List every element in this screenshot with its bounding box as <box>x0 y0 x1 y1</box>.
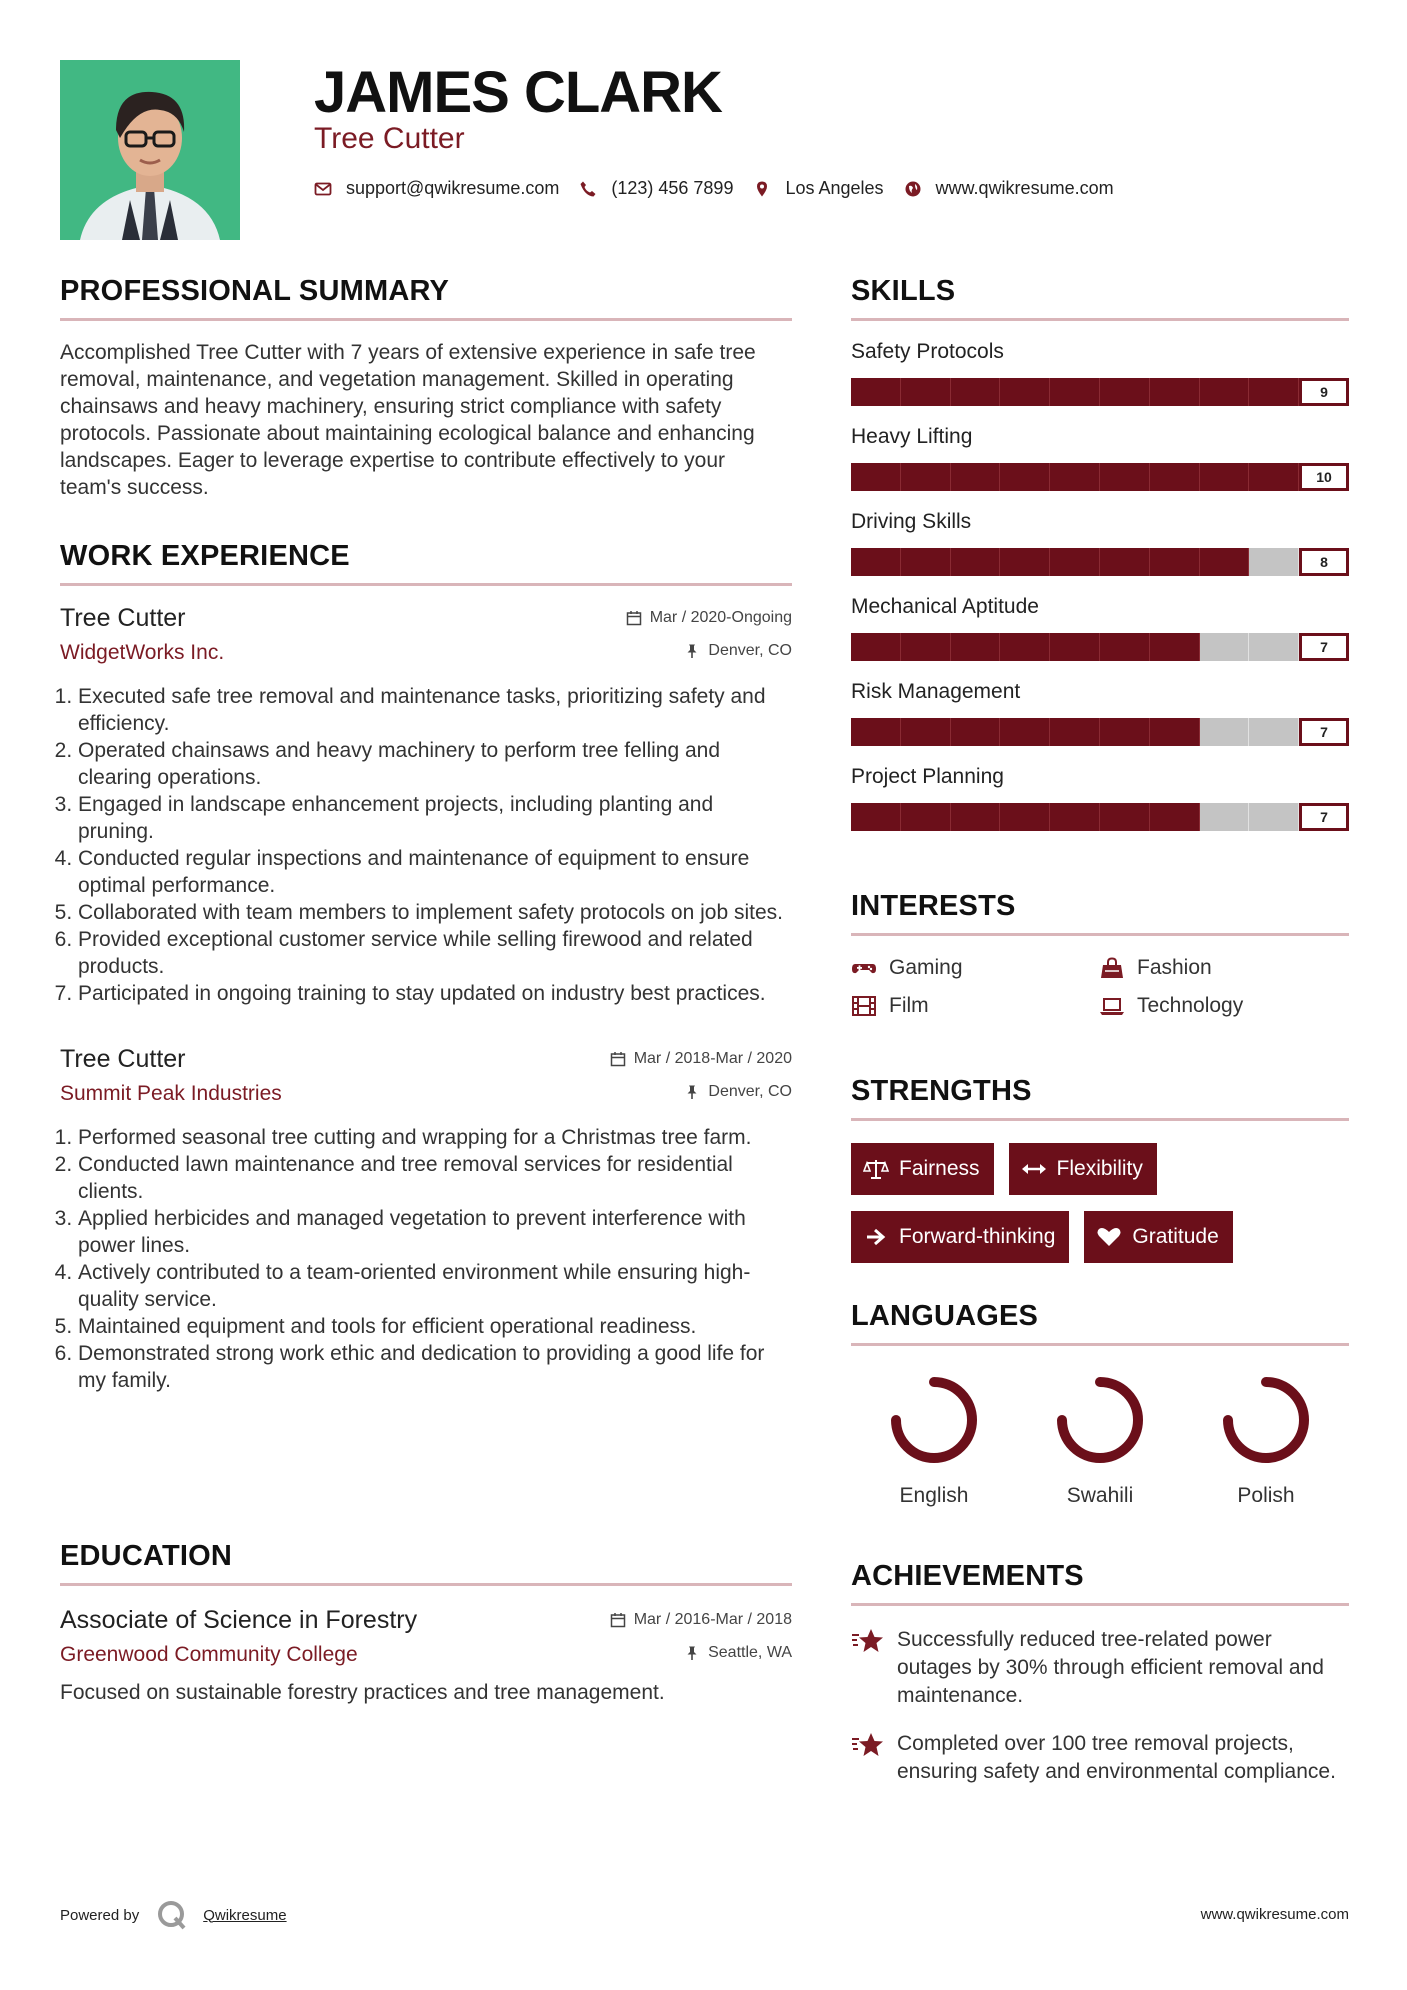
skill-bar-segment <box>1249 548 1299 576</box>
skill-bar-segment <box>901 633 951 661</box>
skill-bar-segment <box>1000 718 1050 746</box>
skill-bar-segment <box>1100 633 1150 661</box>
skill-bar-segment <box>1100 803 1150 831</box>
skill-bar-segment <box>1050 633 1100 661</box>
skill-level-bar <box>851 378 1349 406</box>
balance-scale-icon <box>863 1158 889 1180</box>
film-icon <box>851 995 877 1017</box>
skill-level-badge: 7 <box>1299 718 1349 746</box>
skill-level-badge: 9 <box>1299 378 1349 406</box>
calendar-icon <box>626 610 642 626</box>
school-name: Greenwood Community College <box>60 1643 358 1666</box>
education-heading: EDUCATION <box>60 1540 792 1586</box>
location-text: Los Angeles <box>785 178 884 198</box>
languages-heading: LANGUAGES <box>851 1300 1349 1346</box>
skill-level-badge: 7 <box>1299 633 1349 661</box>
skill-bar-segment <box>1249 718 1299 746</box>
interest-item <box>851 994 1099 1018</box>
skill-bar-segment <box>1200 378 1250 406</box>
phone-text: (123) 456 7899 <box>611 178 734 198</box>
language-level-ring <box>884 1370 984 1470</box>
skill-bar-segment <box>1249 378 1299 406</box>
skill-bar-segment <box>1200 548 1250 576</box>
education-location-text: Seattle, WA <box>708 1644 792 1661</box>
job-location <box>684 642 792 660</box>
achievement-text: Successfully reduced tree-related power outages by 30% through efficient removal and maintenance. <box>897 1628 1324 1707</box>
map-pin-icon <box>753 180 771 198</box>
skill-bar-segment <box>1249 803 1299 831</box>
list-item: 5. Collaborated with team members to implement safety protocols on job sites. <box>78 899 792 926</box>
skill-bar-segment <box>1100 378 1150 406</box>
language-level-ring <box>1050 1370 1150 1470</box>
interest-item <box>851 956 1099 980</box>
language-name: Swahili <box>1066 1484 1134 1507</box>
language-name: English <box>899 1484 969 1507</box>
list-item: 5. Maintained equipment and tools for efficient operational readiness. <box>78 1313 792 1340</box>
interests-list <box>851 956 1349 1018</box>
interest-label: Film <box>889 994 929 1017</box>
skill-name: Safety Protocols <box>851 340 1004 363</box>
job-dates <box>610 1050 792 1068</box>
job-company: WidgetWorks Inc. <box>60 641 225 664</box>
skill-bar-segment <box>1150 548 1200 576</box>
skill-bar-segment <box>901 463 951 491</box>
strengths-section <box>851 1075 1349 1279</box>
skill-bar-segment <box>1000 633 1050 661</box>
candidate-role: Tree Cutter <box>314 122 465 155</box>
job-location-text: Denver, CO <box>708 642 792 659</box>
list-item: 4. Actively contributed to a team-oriented environment while ensuring high-quality service. <box>78 1259 792 1313</box>
list-item: 6. Demonstrated strong work ethic and dedication to providing a good life for my family. <box>78 1340 792 1394</box>
skill-bar-segment <box>851 633 901 661</box>
contact-location <box>753 178 883 199</box>
skill-bar-segment <box>851 463 901 491</box>
skill-bar-segment <box>951 718 1001 746</box>
skill-bar-segment <box>951 803 1001 831</box>
interest-label: Fashion <box>1137 956 1212 979</box>
skill-bar-segment <box>1000 803 1050 831</box>
qwikresume-logo-icon <box>155 1898 189 1932</box>
skill-bar-segment <box>901 378 951 406</box>
skill-level-badge: 8 <box>1299 548 1349 576</box>
list-item: 1. Executed safe tree removal and maintenance tasks, prioritizing safety and efficiency. <box>78 683 792 737</box>
skill-bar-segment <box>1200 463 1250 491</box>
strength-label: Fairness <box>899 1157 980 1180</box>
language-item <box>851 1370 1017 1508</box>
summary-section <box>60 275 792 501</box>
footer-powered-by <box>60 1898 287 1932</box>
list-item: 2. Conducted lawn maintenance and tree removal services for residential clients. <box>78 1151 792 1205</box>
job-bullets <box>60 1124 792 1394</box>
arrow-right-icon <box>863 1226 889 1248</box>
skill-name: Risk Management <box>851 680 1021 703</box>
education-location <box>684 1644 792 1662</box>
skill-bar-segment <box>1150 633 1200 661</box>
job-location <box>684 1083 792 1101</box>
languages-section <box>851 1300 1349 1508</box>
language-item <box>1017 1370 1183 1508</box>
laptop-icon <box>1099 995 1125 1017</box>
candidate-name: JAMES CLARK <box>314 60 722 125</box>
skill-bar-segment <box>1100 463 1150 491</box>
calendar-icon <box>610 1051 626 1067</box>
qwikresume-link[interactable]: Qwikresume <box>203 1906 287 1924</box>
strength-label: Forward-thinking <box>899 1225 1056 1248</box>
list-item: 1. Performed seasonal tree cutting and wrapping for a Christmas tree farm. <box>78 1124 792 1151</box>
pushpin-icon <box>684 1084 700 1100</box>
skill-item <box>851 340 1349 406</box>
star-award-icon <box>851 1730 885 1760</box>
skill-bar-segment <box>901 548 951 576</box>
list-item: 2. Operated chainsaws and heavy machinery to perform tree felling and clearing operations. <box>78 737 792 791</box>
skill-level-bar <box>851 548 1349 576</box>
website-text: www.qwikresume.com <box>935 178 1114 198</box>
strength-label: Gratitude <box>1132 1225 1219 1248</box>
star-award-icon <box>851 1626 885 1656</box>
heart-icon <box>1096 1226 1122 1248</box>
globe-icon <box>904 180 922 198</box>
skill-item <box>851 680 1349 746</box>
skill-bar-segment <box>1050 718 1100 746</box>
job-dates-text: Mar / 2020-Ongoing <box>649 609 792 626</box>
envelope-icon <box>314 180 332 198</box>
language-level-arc <box>1062 1382 1138 1458</box>
gamepad-icon <box>851 957 877 979</box>
skill-bar-segment <box>901 803 951 831</box>
skill-bar-segment <box>1150 803 1200 831</box>
job-location-text: Denver, CO <box>708 1083 792 1100</box>
list-item: 3. Applied herbicides and managed vegetation to prevent interference with power lines. <box>78 1205 792 1259</box>
shopping-bag-icon <box>1099 957 1125 979</box>
skill-level-bar <box>851 803 1349 831</box>
education-dates <box>610 1611 792 1629</box>
skill-item <box>851 595 1349 661</box>
job-dates-text: Mar / 2018-Mar / 2020 <box>633 1050 792 1067</box>
skill-bar-segment <box>851 378 901 406</box>
skills-section <box>851 275 1349 831</box>
phone-icon <box>579 180 597 198</box>
contact-website[interactable] <box>904 178 1114 199</box>
education-dates-text: Mar / 2016-Mar / 2018 <box>633 1611 792 1628</box>
skill-level-badge: 7 <box>1299 803 1349 831</box>
list-item: 3. Engaged in landscape enhancement projects, including planting and pruning. <box>78 791 792 845</box>
skills-list <box>851 340 1349 831</box>
strength-label: Flexibility <box>1056 1157 1143 1180</box>
strength-chip <box>851 1211 1069 1263</box>
skill-name: Heavy Lifting <box>851 425 973 448</box>
skill-bar-segment <box>1050 803 1100 831</box>
skill-level-badge: 10 <box>1299 463 1349 491</box>
strength-chip <box>851 1143 994 1195</box>
skill-bar-segment <box>1200 803 1250 831</box>
job-dates <box>626 609 792 627</box>
summary-text: Accomplished Tree Cutter with 7 years of extensive experience in safe tree removal, maintenance, and vegetation management. Skilled in operating chainsaws and heavy machinery, ensuring strict compliance with safety protocols. Passionate about maintaining ecological balance and enhancing landscapes. Eager to leverage expertise to contribute effectively to your team's success. <box>60 341 756 499</box>
skill-bar-segment <box>901 718 951 746</box>
language-name: Polish <box>1237 1484 1295 1507</box>
education-description: Focused on sustainable forestry practices and tree management. <box>60 1681 665 1704</box>
skill-bar-segment <box>1200 718 1250 746</box>
skill-name: Mechanical Aptitude <box>851 595 1039 618</box>
skill-level-bar <box>851 633 1349 661</box>
achievements-heading: ACHIEVEMENTS <box>851 1560 1349 1606</box>
interest-label: Gaming <box>889 956 963 979</box>
skill-bar-segment <box>951 463 1001 491</box>
job-title: Tree Cutter <box>60 604 186 632</box>
strength-chip <box>1084 1211 1232 1263</box>
strengths-heading: STRENGTHS <box>851 1075 1349 1121</box>
skill-item <box>851 765 1349 831</box>
skill-bar-segment <box>1150 378 1200 406</box>
skill-name: Driving Skills <box>851 510 972 533</box>
job-entry <box>60 1045 792 1394</box>
achievement-item <box>851 1730 1349 1786</box>
skill-bar-segment <box>851 803 901 831</box>
list-item: 6. Provided exceptional customer service while selling firewood and related products. <box>78 926 792 980</box>
pushpin-icon <box>684 1645 700 1661</box>
skill-bar-segment <box>1050 463 1100 491</box>
interests-section <box>851 890 1349 1018</box>
language-level-arc <box>896 1382 972 1458</box>
list-item: 4. Conducted regular inspections and maintenance of equipment to ensure optimal performance. <box>78 845 792 899</box>
skill-bar-segment <box>1050 548 1100 576</box>
skill-item <box>851 425 1349 491</box>
achievements-section <box>851 1560 1349 1786</box>
contact-email[interactable] <box>314 178 559 199</box>
skill-bar-segment <box>1000 548 1050 576</box>
email-text: support@qwikresume.com <box>346 178 560 198</box>
skill-level-bar <box>851 718 1349 746</box>
skill-bar-segment <box>851 718 901 746</box>
interest-item <box>1099 994 1347 1018</box>
footer-website[interactable]: www.qwikresume.com <box>1200 1906 1349 1923</box>
job-company: Summit Peak Industries <box>60 1082 282 1105</box>
achievement-text: Completed over 100 tree removal projects, ensuring safety and environmental compliance. <box>897 1732 1336 1783</box>
skill-level-bar <box>851 463 1349 491</box>
skill-bar-segment <box>951 633 1001 661</box>
language-level-ring <box>1216 1370 1316 1470</box>
interest-item <box>1099 956 1347 980</box>
degree-title: Associate of Science in Forestry <box>60 1606 418 1634</box>
skill-item <box>851 510 1349 576</box>
skill-bar-segment <box>1100 718 1150 746</box>
interests-heading: INTERESTS <box>851 890 1349 936</box>
skill-bar-segment <box>1150 718 1200 746</box>
skill-bar-segment <box>951 378 1001 406</box>
summary-heading: PROFESSIONAL SUMMARY <box>60 275 792 321</box>
education-section <box>60 1540 792 1705</box>
experience-heading: WORK EXPERIENCE <box>60 540 792 586</box>
job-title: Tree Cutter <box>60 1045 186 1073</box>
powered-by-text: Powered by <box>60 1906 140 1924</box>
skill-bar-segment <box>951 548 1001 576</box>
interest-label: Technology <box>1137 994 1244 1017</box>
list-item: 7. Participated in ongoing training to stay updated on industry best practices. <box>78 980 792 1007</box>
strengths-list <box>851 1143 1349 1279</box>
contact-phone[interactable] <box>579 178 733 199</box>
skill-bar-segment <box>1200 633 1250 661</box>
skill-bar-segment <box>1150 463 1200 491</box>
experience-section <box>60 540 792 1394</box>
skill-name: Project Planning <box>851 765 1004 788</box>
language-item <box>1183 1370 1349 1508</box>
education-entry <box>60 1606 792 1705</box>
skills-heading: SKILLS <box>851 275 1349 321</box>
skill-bar-segment <box>1249 633 1299 661</box>
skill-bar-segment <box>1000 378 1050 406</box>
strength-chip <box>1009 1143 1157 1195</box>
skill-bar-segment <box>1100 548 1150 576</box>
language-level-arc <box>1228 1382 1304 1458</box>
skill-bar-segment <box>851 548 901 576</box>
profile-photo <box>60 60 240 240</box>
skill-bar-segment <box>1249 463 1299 491</box>
job-bullets <box>60 683 792 1007</box>
arrows-horizontal-icon <box>1021 1158 1047 1180</box>
job-entry <box>60 604 792 1007</box>
pushpin-icon <box>684 643 700 659</box>
skill-bar-segment <box>1000 463 1050 491</box>
skill-bar-segment <box>1050 378 1100 406</box>
contact-bar <box>314 178 1134 199</box>
languages-list <box>851 1370 1349 1508</box>
achievement-item <box>851 1626 1349 1710</box>
calendar-icon <box>610 1612 626 1628</box>
